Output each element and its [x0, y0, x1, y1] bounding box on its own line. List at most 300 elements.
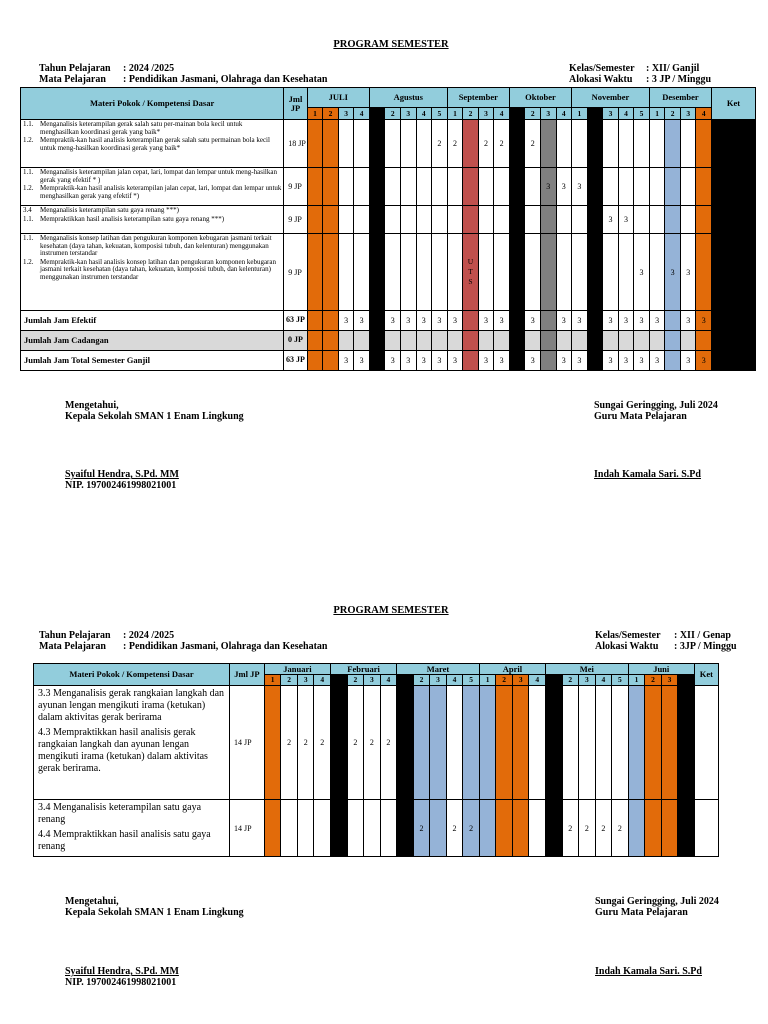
table-row [21, 206, 756, 234]
table-row [21, 120, 756, 168]
materi-cell [34, 686, 230, 800]
week-cell [512, 800, 529, 857]
place-date-text: Sungai Geringging, Juli 2024 [595, 896, 719, 907]
month-header: Januari [264, 664, 330, 675]
kd-number: 1.2. [23, 136, 34, 145]
summary-cell: 3 [525, 351, 541, 371]
week-cell [432, 168, 448, 206]
ket-cell [712, 311, 756, 331]
summary-cell [463, 331, 479, 351]
week-cell [546, 686, 563, 800]
kepala-name: Syaiful Hendra, S.Pd. MM [65, 469, 179, 480]
week-cell [347, 800, 364, 857]
week-cell: 2 [478, 120, 494, 168]
summary-cell [572, 331, 588, 351]
summary-cell: 3 [680, 351, 696, 371]
week-number: 4 [556, 108, 572, 120]
week-cell [354, 206, 370, 234]
week-cell [525, 234, 541, 311]
summary-cell: 3 [634, 311, 650, 331]
kepala-sekolah-text: Kepala Sekolah SMAN 1 Enam Lingkung [65, 907, 244, 918]
summary-cell [494, 331, 510, 351]
tahun-value: : 2024 /2025 [123, 63, 175, 74]
ket-cell [712, 168, 756, 206]
summary-cell: 3 [354, 351, 370, 371]
week-number: 1 [649, 108, 665, 120]
kepala-nip: NIP. 197002461998021001 [65, 977, 177, 988]
jml-jp-cell: 9 JP [284, 234, 307, 311]
month-header: Agustus [369, 88, 447, 108]
materi-cell [34, 800, 230, 857]
signature-right-genap [595, 896, 719, 918]
week-cell: 2 [463, 800, 480, 857]
week-cell [385, 234, 401, 311]
summary-label: Jumlah Jam Total Semester Ganjil [21, 351, 284, 371]
mengetahui-text: Mengetahui, [65, 896, 119, 907]
week-cell [562, 686, 579, 800]
summary-cell: 3 [432, 351, 448, 371]
alokasi-label: Alokasi Waktu [569, 74, 633, 85]
week-cell: 3 [572, 168, 588, 206]
week-cell [416, 120, 432, 168]
summary-cell [680, 331, 696, 351]
week-cell [496, 800, 513, 857]
week-cell [628, 686, 645, 800]
col-materi-header: Materi Pokok / Kompetensi Dasar [21, 88, 284, 120]
week-cell: 2 [347, 686, 364, 800]
week-cell [587, 234, 603, 311]
summary-cell [369, 331, 385, 351]
week-cell [478, 234, 494, 311]
week-cell [297, 800, 314, 857]
month-header: Maret [397, 664, 480, 675]
week-number: 4 [354, 108, 370, 120]
week-cell [634, 168, 650, 206]
summary-cell: 3 [416, 351, 432, 371]
signature-right-ganjil [594, 400, 718, 422]
week-cell [323, 206, 339, 234]
week-cell [634, 120, 650, 168]
week-cell [612, 686, 629, 800]
summary-cell [665, 331, 681, 351]
week-cell [397, 800, 414, 857]
week-cell [546, 800, 563, 857]
week-cell [479, 800, 496, 857]
summary-cell [385, 331, 401, 351]
summary-cell [587, 351, 603, 371]
week-number: 2 [496, 675, 513, 686]
week-cell [385, 120, 401, 168]
week-cell [509, 206, 525, 234]
summary-cell: 3 [618, 311, 634, 331]
summary-label: Jumlah Jam Cadangan [21, 331, 284, 351]
summary-cell: 3 [494, 311, 510, 331]
summary-cell [696, 331, 712, 351]
week-cell [618, 120, 634, 168]
week-cell [369, 168, 385, 206]
summary-cell: 3 [556, 311, 572, 331]
summary-cell: 3 [338, 311, 354, 331]
week-cell [307, 206, 323, 234]
tahun-value: : 2024 /2025 [123, 630, 175, 641]
kd-number: 1.1. [23, 120, 34, 128]
kd-text: Menganalisis keterampilan gerak salah satu per-mainan bola kecil untuk menghasilkan koordinasi gerak yang baik* [40, 120, 243, 136]
summary-cell: 3 [572, 351, 588, 371]
week-cell [478, 206, 494, 234]
kepala-name: Syaiful Hendra, S.Pd. MM [65, 966, 179, 977]
week-cell [380, 800, 397, 857]
tahun-label: Tahun Pelajaran [39, 63, 111, 74]
jml-jp-cell: 14 JP [230, 800, 265, 857]
week-cell [478, 168, 494, 206]
summary-cell [354, 331, 370, 351]
summary-row [21, 331, 756, 351]
col-ket-header: Ket [694, 664, 718, 686]
week-cell: 2 [612, 800, 629, 857]
summary-cell [587, 311, 603, 331]
week-number: 4 [595, 675, 612, 686]
week-number: 3 [400, 108, 416, 120]
week-cell: 2 [432, 120, 448, 168]
week-cell: 2 [380, 686, 397, 800]
summary-cell [509, 311, 525, 331]
week-cell [618, 234, 634, 311]
week-cell [494, 234, 510, 311]
week-number: 1 [479, 675, 496, 686]
kepala-name-block-ganjil [65, 469, 179, 491]
summary-cell [432, 331, 448, 351]
alokasi-value: : 3 JP / Minggu [646, 74, 712, 85]
summary-cell: 3 [478, 311, 494, 331]
kepala-name-block-genap [65, 966, 179, 988]
week-cell [649, 234, 665, 311]
week-cell: 3 [587, 206, 603, 234]
week-cell [680, 168, 696, 206]
month-header: Februari [331, 664, 397, 675]
week-number: 5 [634, 108, 650, 120]
summary-cell: 3 [478, 351, 494, 371]
summary-cell [618, 331, 634, 351]
week-number: 1 [572, 108, 588, 120]
week-cell [364, 800, 381, 857]
kd-text: Mempraktikkan hasil analisis keterampilan satu gaya renang ***) [40, 214, 225, 223]
week-cell [416, 234, 432, 311]
kd-text: Mempraktik-kan hasil analisis keterampilan jalan cepat, lari, lompat dan lempar untuk menghasilkan gerak yang efektif *) [40, 184, 282, 200]
table-row [34, 800, 719, 857]
summary-cell [540, 311, 556, 331]
summary-cell: 3 [649, 311, 665, 331]
week-cell [661, 800, 678, 857]
schedule-table-genap [33, 663, 719, 857]
summary-cell: 3 [680, 311, 696, 331]
week-cell [645, 800, 662, 857]
kd-number: 1.1. [23, 234, 34, 242]
jml-jp-cell: 18 JP [284, 120, 307, 168]
ket-cell [712, 120, 756, 168]
summary-cell [540, 331, 556, 351]
guru-name-genap: Indah Kamala Sari. S.Pd [595, 966, 702, 977]
week-number: 2 [281, 675, 298, 686]
summary-jp: 63 JP [284, 311, 307, 331]
week-cell [413, 686, 430, 800]
summary-row [21, 311, 756, 331]
week-cell [432, 206, 448, 234]
week-cell [680, 120, 696, 168]
week-cell [665, 120, 681, 168]
week-cell: 2 [595, 800, 612, 857]
summary-cell: 3 [696, 311, 712, 331]
week-cell [696, 234, 712, 311]
summary-cell [603, 331, 619, 351]
kd-text: Menganalisis keterampilan jalan cepat, lari, lompat dan lempar untuk meng-hasilkan gerak yang efektif * ) [40, 168, 277, 184]
kd-number: 1.1. [23, 214, 34, 223]
mengetahui-text: Mengetahui, [65, 400, 119, 411]
week-number: 4 [529, 675, 546, 686]
week-number: 4 [678, 675, 695, 686]
materi-cell [21, 234, 284, 311]
week-cell [540, 120, 556, 168]
week-number: 2 [587, 108, 603, 120]
summary-cell: 3 [649, 351, 665, 371]
summary-cell: 3 [385, 311, 401, 331]
week-cell [649, 168, 665, 206]
week-cell [400, 120, 416, 168]
week-cell: 2 [281, 686, 298, 800]
uts-letter: S [468, 277, 473, 286]
week-cell [678, 686, 695, 800]
kd-text: Menganalisis konsep latihan dan pengukuran komponen kebugaran jasmani terkait kesehatan (daya tahan, kekuatan, komposisi tubuh, dan kelenturan) menggunakan instrumen terstandar [40, 234, 272, 258]
week-cell [338, 234, 354, 311]
summary-cell [463, 311, 479, 331]
week-number: 3 [603, 108, 619, 120]
week-cell [696, 206, 712, 234]
kd-number: 1.2. [23, 257, 34, 266]
summary-cell: 3 [634, 351, 650, 371]
week-cell [494, 206, 510, 234]
guru-name-ganjil: Indah Kamala Sari. S.Pd [594, 469, 701, 480]
guru-text: Guru Mata Pelajaran [594, 411, 687, 422]
week-cell: 2 [525, 120, 541, 168]
week-number: 3 [364, 675, 381, 686]
week-cell [587, 120, 603, 168]
week-number: 2 [525, 108, 541, 120]
summary-cell: 3 [338, 351, 354, 371]
week-cell [338, 206, 354, 234]
week-cell [529, 800, 546, 857]
week-number: 4 [380, 675, 397, 686]
summary-cell: 3 [447, 351, 463, 371]
col-ket-header: Ket [712, 88, 756, 120]
week-cell [463, 686, 480, 800]
week-cell [446, 686, 463, 800]
week-number: 1 [307, 108, 323, 120]
week-cell [649, 206, 665, 234]
ket-cell [694, 686, 718, 800]
week-cell [447, 168, 463, 206]
week-cell: 2 [413, 800, 430, 857]
week-cell [416, 168, 432, 206]
week-cell [323, 120, 339, 168]
ket-cell [712, 351, 756, 371]
ket-cell [712, 206, 756, 234]
week-cell [634, 206, 650, 234]
week-cell [331, 800, 348, 857]
summary-cell: 3 [432, 311, 448, 331]
week-cell [331, 686, 348, 800]
kd-text: 4.4 Mempraktikkan hasil analisis satu gaya renang [38, 829, 211, 852]
week-cell [281, 800, 298, 857]
signature-left-ganjil [65, 400, 244, 422]
week-cell [354, 234, 370, 311]
summary-cell: 3 [400, 311, 416, 331]
week-cell [447, 234, 463, 311]
meta-right-genap [595, 630, 737, 652]
week-cell: 3 [540, 168, 556, 206]
week-number: 2 [665, 108, 681, 120]
week-cell [595, 686, 612, 800]
week-number: 2 [323, 108, 339, 120]
week-cell: 2 [494, 120, 510, 168]
kelas-label: Kelas/Semester [569, 63, 635, 74]
week-cell [400, 168, 416, 206]
kd-number: 3.4 [23, 206, 32, 214]
col-materi-header: Materi Pokok / Kompetensi Dasar [34, 664, 230, 686]
week-cell: 3 [618, 206, 634, 234]
week-cell [572, 206, 588, 234]
summary-cell [463, 351, 479, 371]
week-number: 1 [546, 675, 563, 686]
week-number: 4 [446, 675, 463, 686]
week-cell [463, 206, 479, 234]
mapel-value: : Pendidikan Jasmani, Olahraga dan Kesehatan [123, 641, 328, 652]
week-number: 4 [618, 108, 634, 120]
week-number: 3 [338, 108, 354, 120]
summary-cell [665, 351, 681, 371]
kd-text: Mempraktik-kan hasil analisis konsep latihan dan pengukuran komponen kebugaran jasmani terkait kesehatan (daya tahan, kekuatan, komposisi tubuh, dan kelenturan) menggunakan instrumen terstandar [40, 257, 276, 281]
week-number: 4 [696, 108, 712, 120]
week-cell [430, 686, 447, 800]
summary-cell: 3 [354, 311, 370, 331]
signature-left-genap [65, 896, 244, 918]
summary-cell: 3 [416, 311, 432, 331]
schedule-table-ganjil [20, 87, 756, 371]
week-cell [369, 234, 385, 311]
week-cell [512, 686, 529, 800]
summary-cell: 3 [400, 351, 416, 371]
week-number: 3 [540, 108, 556, 120]
week-cell [665, 206, 681, 234]
week-cell [385, 206, 401, 234]
week-cell: 2 [314, 686, 331, 800]
week-number: 3 [661, 675, 678, 686]
week-cell [540, 206, 556, 234]
summary-cell: 3 [572, 311, 588, 331]
week-number: 1 [628, 675, 645, 686]
week-cell [556, 234, 572, 311]
kelas-value: : XII/ Ganjil [646, 63, 700, 74]
month-header: November [572, 88, 650, 108]
week-cell [307, 234, 323, 311]
summary-cell: 3 [696, 351, 712, 371]
week-cell [479, 686, 496, 800]
week-number: 2 [562, 675, 579, 686]
month-header: April [479, 664, 545, 675]
week-cell [529, 686, 546, 800]
ket-cell [694, 800, 718, 857]
ket-cell [712, 331, 756, 351]
summary-cell [665, 311, 681, 331]
uts-letter: T [468, 267, 473, 276]
week-cell [463, 168, 479, 206]
week-cell [603, 234, 619, 311]
materi-cell [21, 206, 284, 234]
materi-cell [21, 120, 284, 168]
ket-cell [712, 234, 756, 311]
month-header: JULI [307, 88, 369, 108]
uts-letter: U [467, 257, 474, 266]
week-cell: 2 [397, 686, 414, 800]
summary-cell: 3 [603, 351, 619, 371]
summary-cell [447, 331, 463, 351]
week-cell [354, 168, 370, 206]
page-title-genap: PROGRAM SEMESTER [333, 605, 449, 616]
week-number: 1 [331, 675, 348, 686]
col-jml-header: Jml JP [230, 664, 265, 686]
kelas-value: : XII / Genap [674, 630, 731, 641]
week-number: 3 [478, 108, 494, 120]
summary-cell: 3 [618, 351, 634, 371]
summary-cell [323, 351, 339, 371]
week-cell [678, 800, 695, 857]
month-header: September [447, 88, 509, 108]
col-jml-header: Jml JP [284, 88, 307, 120]
summary-cell: 3 [385, 351, 401, 371]
week-number: 4 [494, 108, 510, 120]
week-cell [494, 168, 510, 206]
week-cell [556, 206, 572, 234]
summary-cell: 3 [369, 311, 385, 331]
summary-jp: 0 JP [284, 331, 307, 351]
week-cell [509, 120, 525, 168]
week-cell [314, 800, 331, 857]
materi-cell [21, 168, 284, 206]
kd-text: 4.3 Mempraktikkan hasil analisis gerak rangkaian langkah dan ayunan lengan mengikuti irama (ketukan) dalam aktivitas gerak berirama. [38, 727, 208, 774]
week-number: 2 [413, 675, 430, 686]
week-cell [323, 168, 339, 206]
week-cell [696, 168, 712, 206]
week-number: 4 [314, 675, 331, 686]
summary-cell: 3 [603, 311, 619, 331]
week-cell [354, 120, 370, 168]
week-cell [579, 686, 596, 800]
summary-cell [525, 331, 541, 351]
summary-cell [323, 311, 339, 331]
summary-cell: 3 [556, 351, 572, 371]
week-cell [369, 120, 385, 168]
week-cell: 2 [297, 686, 314, 800]
week-cell [665, 168, 681, 206]
week-number: 1 [369, 108, 385, 120]
week-cell [369, 206, 385, 234]
week-number: 1 [397, 675, 414, 686]
week-cell [603, 168, 619, 206]
alokasi-label: Alokasi Waktu [595, 641, 659, 652]
week-number: 2 [347, 675, 364, 686]
week-cell [509, 234, 525, 311]
meta-left-ganjil [39, 63, 327, 85]
week-cell [264, 800, 281, 857]
week-cell: 3 [556, 168, 572, 206]
